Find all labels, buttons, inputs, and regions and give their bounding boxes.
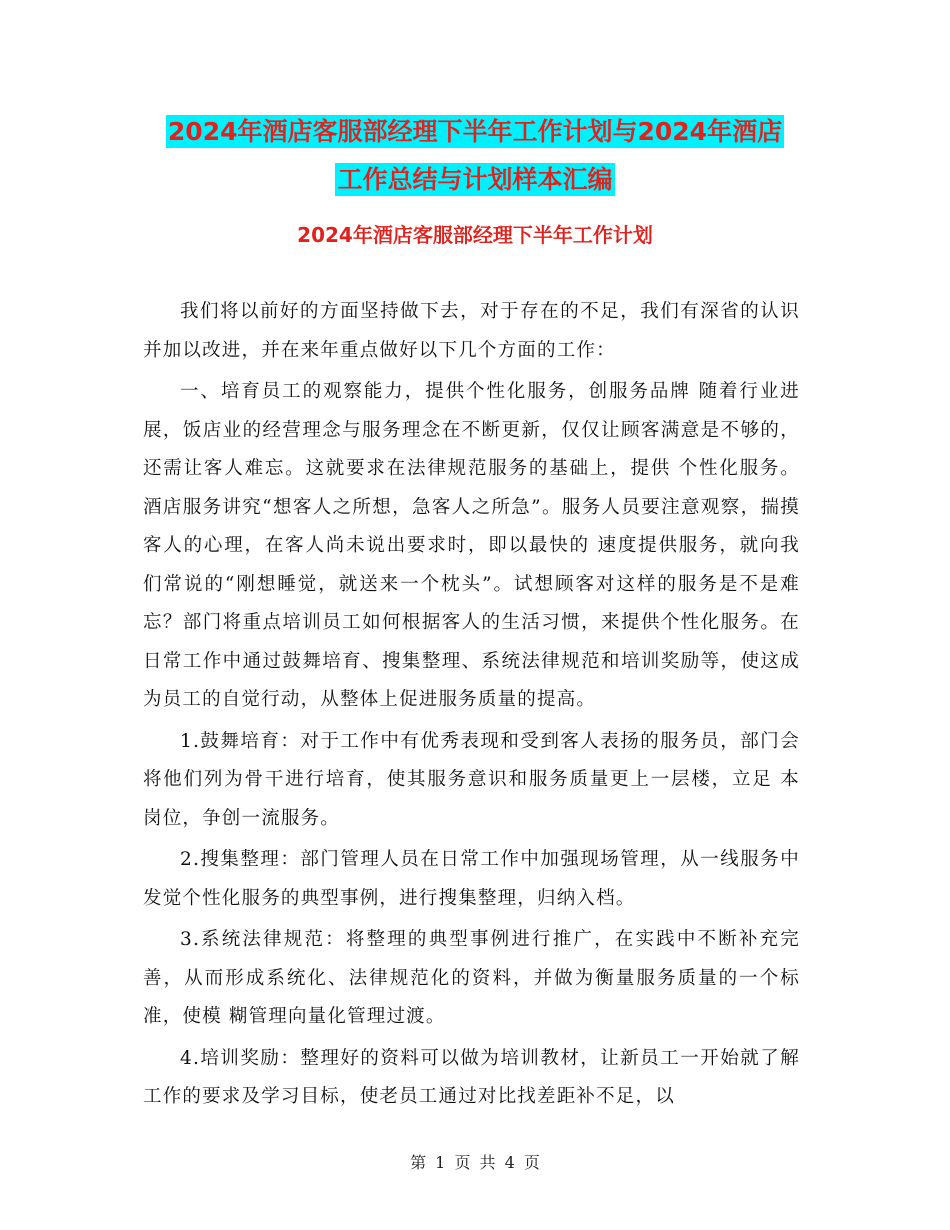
page-footer: 第 1 页 共 4 页 bbox=[410, 1153, 540, 1172]
paragraph: 我们将以前好的方面坚持做下去，对于存在的不足，我们有深省的认识并加以改进，并在来年重点做好以下几个方面的工作： bbox=[143, 301, 800, 361]
section-title: 2024年酒店客服部经理下半年工作计划 bbox=[297, 223, 653, 247]
paragraph: 4.培训奖励：整理好的资料可以做为培训教材，让新员工一开始就了解工作的要求及学习目标，使老员工通过对比找差距补不足，以 bbox=[143, 1047, 800, 1107]
paragraph: 2.搜集整理：部门管理人员在日常工作中加强现场管理，从一线服务中发觉个性化服务的典型事例，进行搜集整理，归纳入档。 bbox=[143, 849, 800, 909]
paragraph: 1.鼓舞培育：对于工作中有优秀表现和受到客人表扬的服务员，部门会将他们列为骨干进行培育，使其服务意识和服务质量更上一层楼，立足 本岗位，争创一流服务。 bbox=[143, 730, 800, 829]
body-text bbox=[143, 293, 800, 1120]
paragraph: 3.系统法律规范：将整理的典型事例进行推广，在实践中不断补充完善，从而形成系统化、法律规范化的资料，并做为衡量服务质量的一个标准，使模 糊管理向量化管理过渡。 bbox=[143, 929, 800, 1027]
document-title-line-1: 2024年酒店客服部经理下半年工作计划与2024年酒店 bbox=[167, 117, 783, 146]
paragraph: 一、培育员工的观察能力，提供个性化服务，创服务品牌 随着行业进展，饭店业的经营理念与服务理念在不断更新，仅仅让顾客满意是不够的，还需让客人难忘。这就要求在法律规范服务的基础上，提供 个性化服务。酒店服务讲究“想客人之所想，急客人之所急”。服务人员要注意观察，揣摸客人的心理，在客人尚未说出要求时，即以最快的 速度提供服务，就向我们常说的“刚想睡觉，就送来一个枕头”。试想顾客对这样的服务是不是难忘？部门将重点培训员工如何根据客人的生活习惯，来提供个性化服务。在日常工作中通过鼓舞培育、搜集整理、系统法律规范和培训奖励等，使这成 为员工的自觉行动，从整体上促进服务质量的提高。 bbox=[143, 381, 800, 710]
document-title bbox=[0, 108, 950, 204]
document-title-line-2: 工作总结与计划样本汇编 bbox=[337, 165, 613, 194]
